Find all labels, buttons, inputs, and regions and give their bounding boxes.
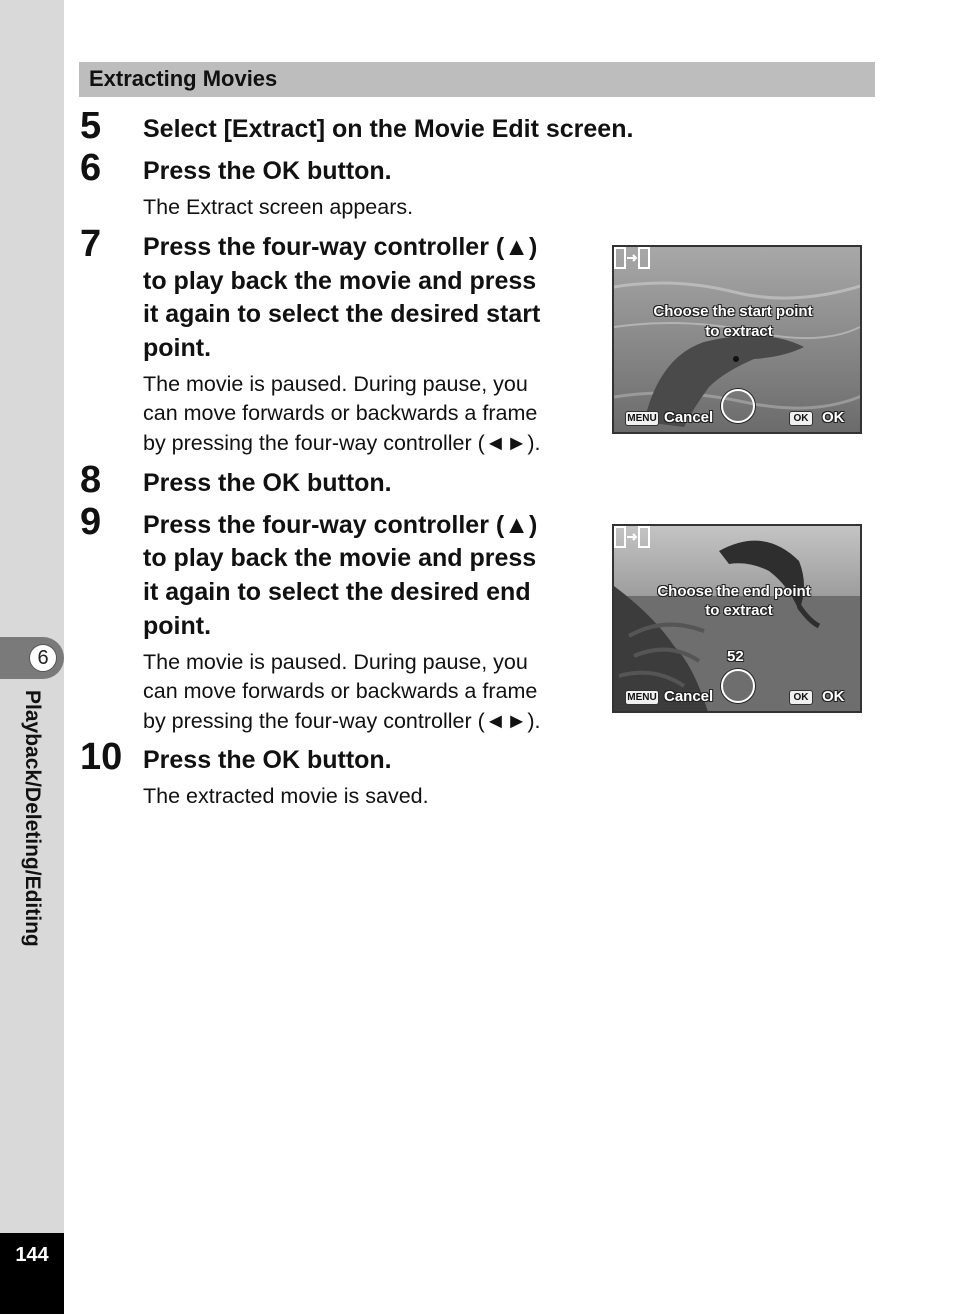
section-header	[79, 62, 875, 97]
screen-prompt-line: to extract	[705, 323, 773, 340]
step-number: 10	[80, 736, 123, 778]
step-number: 5	[80, 105, 102, 147]
screen-prompt-line: Choose the start point	[653, 303, 813, 320]
chapter-title: Playback/Deleting/Editing	[21, 690, 44, 947]
step-number: 9	[80, 501, 102, 543]
step-heading-line: it again to select the desired start	[143, 300, 541, 328]
four-way-controller-icon	[721, 389, 755, 423]
step-body: The Extract screen appears.	[143, 195, 414, 219]
step-heading-line: point.	[143, 334, 212, 362]
page-number: 144	[15, 1244, 49, 1266]
step-number: 6	[80, 147, 102, 189]
step-number: 7	[80, 223, 102, 265]
screen-prompt-line: Choose the end point	[657, 583, 811, 600]
step-heading-line: it again to select the desired end	[143, 578, 531, 606]
four-way-controller-icon	[721, 669, 755, 703]
chapter-number: 6	[29, 644, 57, 672]
step-heading-line: point.	[143, 612, 212, 640]
step-body: The extracted movie is saved.	[143, 784, 429, 808]
step-heading-line: Press the four-way controller (▲)	[143, 511, 538, 539]
step-body-line: The movie is paused. During pause, you	[143, 650, 528, 674]
step-body-line: by pressing the four-way controller (◄►).	[143, 431, 541, 455]
camera-screen-end	[612, 524, 862, 713]
ok-label: OK	[822, 409, 845, 426]
menu-key-badge: MENU	[625, 690, 659, 705]
frame-counter: 52	[727, 648, 744, 665]
menu-key-badge: MENU	[625, 411, 659, 426]
ok-label: OK	[822, 688, 845, 705]
step-body-line: can move forwards or backwards a frame	[143, 679, 538, 703]
movie-extract-icon	[614, 526, 650, 548]
step-body-line: The movie is paused. During pause, you	[143, 372, 528, 396]
cancel-label: Cancel	[664, 409, 714, 426]
step-heading-line: Press the four-way controller (▲)	[143, 233, 538, 261]
step-body-line: by pressing the four-way controller (◄►).	[143, 709, 541, 733]
movie-extract-icon	[614, 247, 650, 269]
cancel-label: Cancel	[664, 688, 714, 705]
ok-key-badge: OK	[789, 411, 813, 426]
screen-prompt-line: to extract	[705, 602, 773, 619]
step-heading: Press the OK button.	[143, 746, 392, 774]
ok-key-badge: OK	[789, 690, 813, 705]
step-body-line: can move forwards or backwards a frame	[143, 401, 538, 425]
step-heading-line: to play back the movie and press	[143, 544, 537, 572]
camera-screen-start	[612, 245, 862, 434]
section-title: Extracting Movies	[89, 66, 278, 91]
step-heading-line: to play back the movie and press	[143, 267, 537, 295]
step-number: 8	[80, 459, 102, 501]
step-heading: Press the OK button.	[143, 469, 392, 497]
step-heading: Press the OK button.	[143, 157, 392, 185]
step-heading: Select [Extract] on the Movie Edit screen.	[143, 115, 634, 143]
